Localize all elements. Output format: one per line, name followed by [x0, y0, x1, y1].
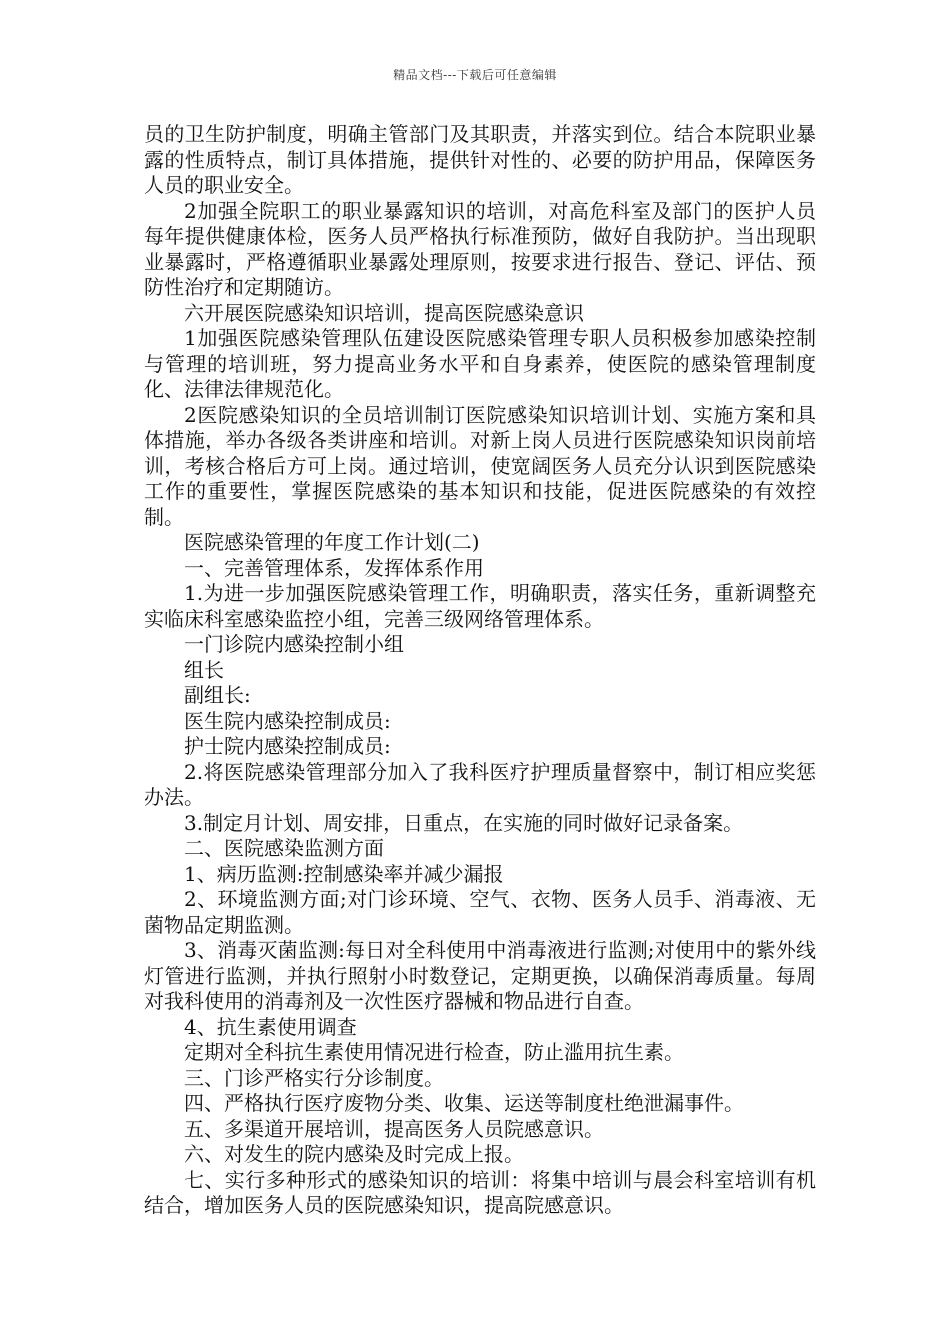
- section-heading: 七、实行多种形式的感染知识的培训：将集中培训与晨会科室培训有机结合，增加医务人员的医院感染知识，提高院感意识。: [144, 1167, 816, 1217]
- section-heading: 六、对发生的院内感染及时完成上报。: [184, 1142, 524, 1166]
- paragraph: 3.制定月计划、周安排，日重点，在实施的同时做好记录备案。: [184, 810, 744, 835]
- paragraph: 2加强全院职工的职业暴露知识的培训，对高危科室及部门的医护人员每年提供健康体检，医务人员严格执行标准预防，做好自我防护。当出现职业暴露时，严格遵循职业暴露处理原则，按要求进行报告、登记、评估、预防性治疗和定期随访。: [144, 198, 816, 299]
- list-item: 组长: [184, 657, 224, 682]
- list-item: 2、环境监测方面;对门诊环境、空气、衣物、医务人员手、消毒液、无菌物品定期监测。: [144, 887, 816, 937]
- list-item: 3、消毒灭菌监测:每日对全科使用中消毒液进行监测;对使用中的紫外线灯管进行监测，并执行照射小时数登记，定期更换，以确保消毒质量。每周对我科使用的消毒剂及一次性医疗器械和物品进行自查。: [144, 938, 816, 1013]
- paragraph: 员的卫生防护制度，明确主管部门及其职责，并落实到位。结合本院职业暴露的性质特点，制订具体措施，提供针对性的、必要的防护用品，保障医务人员的职业安全。: [144, 122, 816, 197]
- page-header: 精品文档---下载后可任意编辑: [393, 68, 557, 82]
- section-heading: 一、完善管理体系，发挥体系作用: [184, 555, 484, 580]
- paragraph: 2.将医院感染管理部分加入了我科医疗护理质量督察中，制订相应奖惩办法。: [144, 759, 816, 809]
- document-body: [144, 122, 816, 1219]
- paragraph: 1加强医院感染管理队伍建设医院感染管理专职人员积极参加感染控制与管理的培训班，努力提高业务水平和自身素养，使医院的感染管理制度化、法律法律规范化。: [144, 326, 816, 401]
- paragraph: 定期对全科抗生素使用情况进行检查，防止滥用抗生素。: [184, 1040, 684, 1064]
- section-heading: 六开展医院感染知识培训，提高医院感染意识: [184, 300, 584, 325]
- document-title: 医院感染管理的年度工作计划(二): [184, 530, 480, 554]
- list-item: 1、病历监测:控制感染率并减少漏报: [184, 861, 504, 886]
- paragraph: 2医院感染知识的全员培训制订医院感染知识培训计划、实施方案和具体措施，举办各级各类讲座和培训。对新上岗人员进行医院感染知识岗前培训，考核合格后方可上岗。通过培训，使宽阔医务人员充分认识到医院感染工作的重要性，掌握医院感染的基本知识和技能，促进医院感染的有效控制。: [144, 402, 816, 529]
- list-item: 一门诊院内感染控制小组: [184, 632, 404, 656]
- list-item: 副组长:: [184, 683, 251, 707]
- section-heading: 三、门诊严格实行分诊制度。: [184, 1065, 444, 1090]
- paragraph: 1.为进一步加强医院感染管理工作，明确职责，落实任务，重新调整充实临床科室感染监控小组，完善三级网络管理体系。: [144, 581, 816, 631]
- list-item: 护士院内感染控制成员:: [184, 734, 391, 758]
- list-item: 4、抗生素使用调查: [184, 1014, 357, 1039]
- list-item: 医生院内感染控制成员:: [184, 708, 391, 733]
- section-heading: 五、多渠道开展培训，提高医务人员院感意识。: [184, 1116, 604, 1141]
- section-heading: 二、医院感染监测方面: [184, 836, 384, 860]
- section-heading: 四、严格执行医疗废物分类、收集、运送等制度杜绝泄漏事件。: [184, 1091, 744, 1115]
